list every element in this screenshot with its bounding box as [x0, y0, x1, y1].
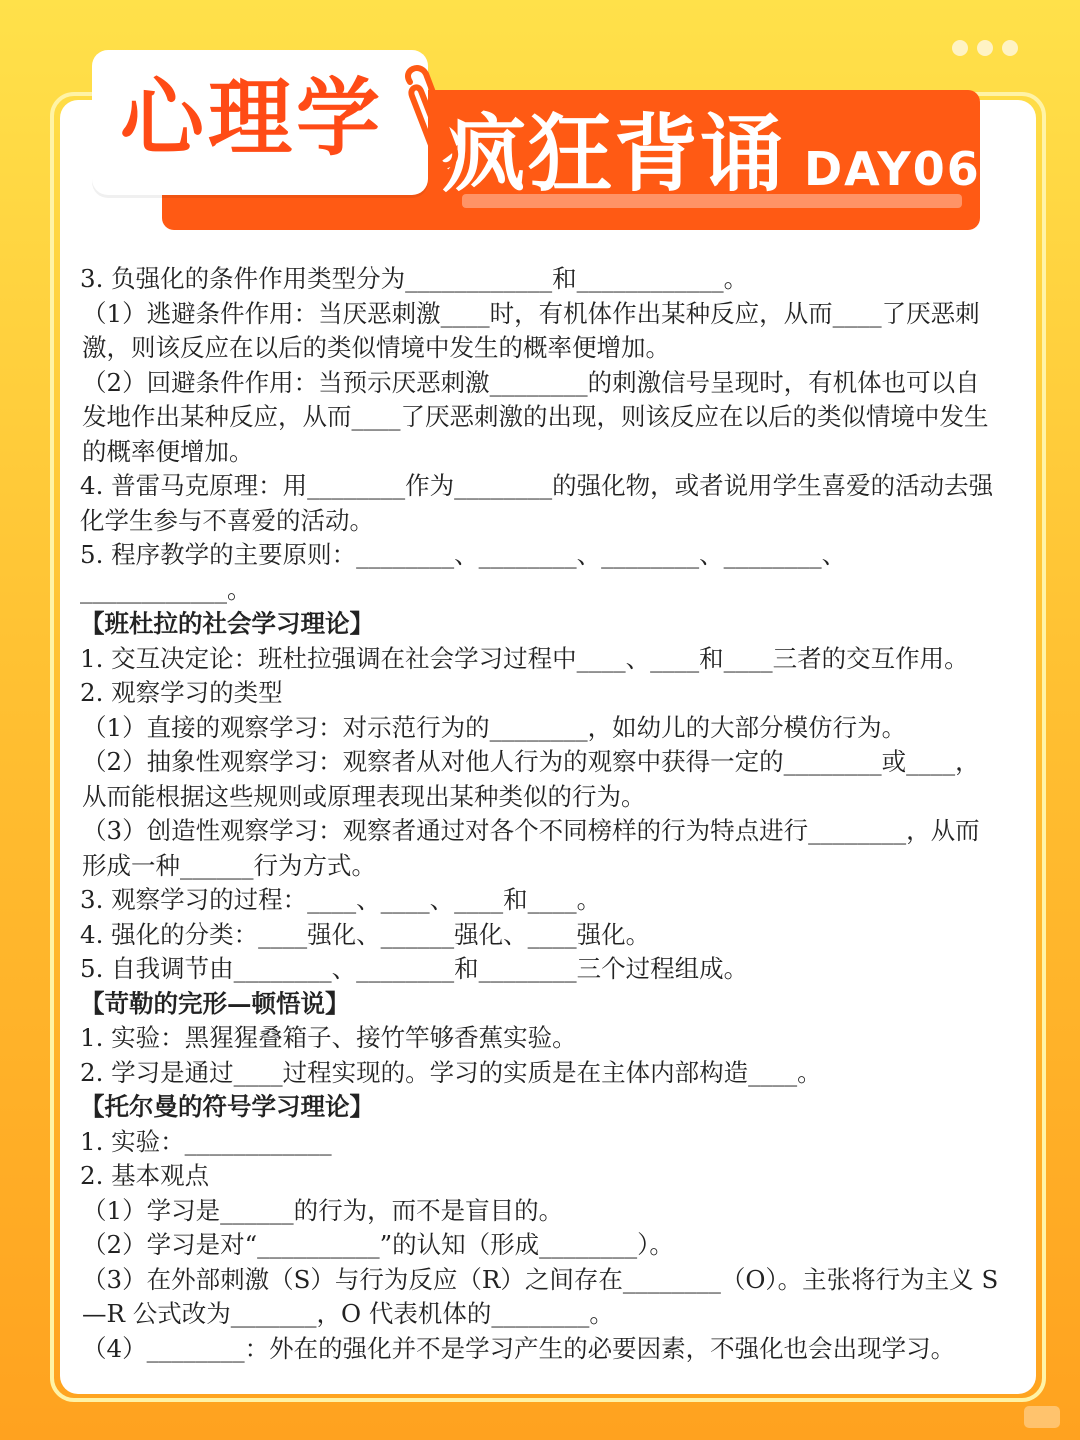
- note-line: （1）学习是______的行为，而不是盲目的。: [82, 1195, 564, 1225]
- title-left: 心理学: [120, 69, 385, 167]
- note-line: 2. 基本观点: [80, 1161, 210, 1190]
- note-line: 2. 观察学习的类型: [80, 678, 283, 707]
- section-heading: 【托尔曼的符号学习理论】: [80, 1092, 374, 1121]
- note-line: 5. 自我调节由________、________和________三个过程组成。: [80, 954, 749, 983]
- note-line: （3）在外部刺激（S）与行为反应（R）之间存在________（O）。主张将行为主义 S—R 公式改为_______，O 代表机体的________。: [82, 1264, 999, 1328]
- day-tag: DAY06: [804, 142, 981, 196]
- note-line: 4. 强化的分类：____强化、______强化、____强化。: [80, 919, 651, 949]
- study-notes: [80, 262, 1004, 1366]
- note-line: 3. 负强化的条件作用类型分为____________和____________。: [80, 264, 749, 293]
- note-line: （2）抽象性观察学习：观察者从对他人行为的观察中获得一定的________或____，从而能根据这些规则或原理表现出某种类似的行为。: [82, 747, 980, 811]
- note-line: （1）逃避条件作用：当厌恶刺激____时，有机体作出某种反应，从而____了厌恶刺激，则该反应在以后的类似情境中发生的概率便增加。: [82, 298, 980, 362]
- note-line: （2）回避条件作用：当预示厌恶刺激________的刺激信号呈现时，有机体也可以自发地作出某种反应，从而____了厌恶刺激的出现，则该反应在以后的类似情境中发生的概率便增加。: [82, 367, 989, 466]
- watermark: [1024, 1406, 1060, 1428]
- note-line: 2. 学习是通过____过程实现的。学习的实质是在主体内部构造____。: [80, 1057, 822, 1087]
- decorative-dots: [952, 40, 1018, 56]
- note-line: 1. 交互决定论：班杜拉强调在社会学习过程中____、____和____三者的交互作用。: [80, 643, 969, 673]
- section-heading: 【班杜拉的社会学习理论】: [80, 609, 374, 638]
- title-right: 疯狂背诵: [442, 105, 787, 203]
- section-heading: 【苛勒的完形—顿悟说】: [80, 988, 350, 1018]
- note-line: （3）创造性观察学习：观察者通过对各个不同榜样的行为特点进行________，从而形成一种______行为方式。: [82, 816, 980, 880]
- note-line: 1. 实验：黑猩猩叠箱子、接竹竿够香蕉实验。: [80, 1023, 577, 1052]
- note-line: 1. 实验：____________: [80, 1126, 332, 1156]
- paperclip-icon: [392, 60, 464, 172]
- note-line: 4. 普雷马克原理：用________作为________的强化物，或者说用学生喜爱的活动去强化学生参与不喜爱的活动。: [80, 471, 994, 535]
- note-line: （4）________：外在的强化并不是学习产生的必要因素，不强化也会出现学习。: [82, 1333, 956, 1363]
- note-line: （2）学习是对“__________”的认知（形成________）。: [82, 1230, 674, 1259]
- note-line: 3. 观察学习的过程：____、____、____和____。: [80, 885, 602, 914]
- note-line: 5. 程序教学的主要原则：________、________、________、________、____________。: [80, 540, 847, 604]
- note-line: （1）直接的观察学习：对示范行为的________，如幼儿的大部分模仿行为。: [82, 712, 907, 742]
